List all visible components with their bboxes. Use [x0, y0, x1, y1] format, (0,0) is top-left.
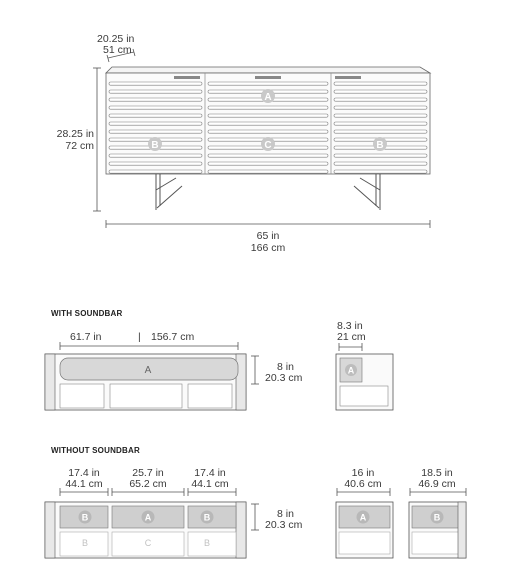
right-leg — [354, 174, 380, 210]
with-soundbar-heading: WITH SOUNDBAR — [51, 309, 123, 318]
compartment — [60, 384, 104, 408]
side-badge-b-label: B — [433, 512, 441, 523]
slat — [334, 98, 427, 101]
slat — [109, 82, 202, 85]
slat — [208, 114, 328, 117]
badge-b-label: B — [203, 512, 211, 523]
center-width-in: 25.7 in — [132, 467, 164, 479]
soundbar-section — [45, 342, 393, 410]
without-soundbar-heading: WITHOUT SOUNDBAR — [51, 446, 140, 455]
right-width-cm: 44.1 cm — [191, 478, 229, 490]
soundbar-depth-in: 8.3 in — [337, 320, 363, 332]
badge-b-label: B — [376, 140, 384, 151]
soundbar-height-cm: 20.3 cm — [265, 372, 303, 384]
left-width-in: 17.4 in — [68, 467, 100, 479]
slat — [208, 170, 328, 173]
compartment-b-lower — [188, 532, 236, 556]
slat — [109, 98, 202, 101]
no-soundbar-section — [45, 488, 466, 558]
slat — [334, 170, 427, 173]
depth-a-in: 16 in — [351, 467, 375, 479]
height-cm-label: 72 cm — [65, 140, 94, 152]
faint-b-label: B — [203, 538, 211, 548]
depth-b-in: 18.5 in — [421, 467, 453, 479]
soundbar-label-a: A — [144, 365, 152, 376]
side-panel — [45, 354, 55, 410]
slat — [208, 162, 328, 165]
depth-cm-label: 51 cm — [103, 44, 132, 56]
handle — [174, 76, 200, 79]
badge-a-label: A — [144, 512, 152, 523]
slat — [109, 90, 202, 93]
slat — [109, 122, 202, 125]
badge-b-label: B — [151, 140, 159, 151]
main-cabinet — [93, 49, 430, 228]
soundbar-width-in: 61.7 in — [70, 331, 102, 343]
faint-b-label: B — [81, 538, 89, 548]
slat — [208, 122, 328, 125]
width-in-label: 65 in — [256, 230, 280, 242]
soundbar-width-cm: 156.7 cm — [151, 331, 195, 343]
slat — [334, 114, 427, 117]
slat — [334, 90, 427, 93]
slat — [334, 106, 427, 109]
side-compartment — [339, 532, 390, 554]
cabinet-top — [106, 67, 430, 73]
handle — [335, 76, 361, 79]
badge-a-label: A — [264, 92, 272, 103]
center-width-cm: 65.2 cm — [129, 478, 167, 490]
slat — [334, 122, 427, 125]
no-soundbar-height-cm: 20.3 cm — [265, 519, 303, 531]
side-compartment — [340, 386, 388, 406]
slat — [334, 82, 427, 85]
badge-b-label: B — [81, 512, 89, 523]
slat — [334, 162, 427, 165]
side-back-panel — [458, 502, 466, 558]
side-panel — [236, 502, 246, 558]
side-badge-a-label: A — [347, 365, 355, 376]
faint-c-label: C — [144, 538, 152, 548]
slat — [109, 114, 202, 117]
right-width-in: 17.4 in — [194, 467, 226, 479]
compartment — [188, 384, 232, 408]
slat — [208, 154, 328, 157]
slat — [109, 106, 202, 109]
width-cm-label: 166 cm — [250, 242, 286, 254]
depth-b-cm: 46.9 cm — [418, 478, 456, 490]
badge-c-label: C — [264, 140, 272, 151]
side-panel — [45, 502, 55, 558]
compartment — [110, 384, 182, 408]
left-leg — [156, 174, 182, 210]
slat — [109, 130, 202, 133]
depth-in-label: 20.25 in — [97, 33, 135, 45]
side-compartment — [412, 532, 463, 554]
slat — [208, 82, 328, 85]
depth-a-cm: 40.6 cm — [344, 478, 382, 490]
no-soundbar-height-in: 8 in — [277, 508, 294, 520]
slat — [334, 130, 427, 133]
slat — [334, 154, 427, 157]
slat — [208, 106, 328, 109]
slat — [208, 130, 328, 133]
slat — [109, 170, 202, 173]
soundbar-depth-cm: 21 cm — [337, 331, 366, 343]
left-width-cm: 44.1 cm — [65, 478, 103, 490]
depth-dim-tick — [107, 55, 109, 62]
slat — [109, 162, 202, 165]
height-in-label: 28.25 in — [56, 128, 94, 140]
slat — [109, 154, 202, 157]
soundbar-height-in: 8 in — [277, 361, 294, 373]
handle — [255, 76, 281, 79]
side-badge-a-label: A — [359, 512, 367, 523]
soundbar-width-separator: | — [138, 331, 141, 343]
